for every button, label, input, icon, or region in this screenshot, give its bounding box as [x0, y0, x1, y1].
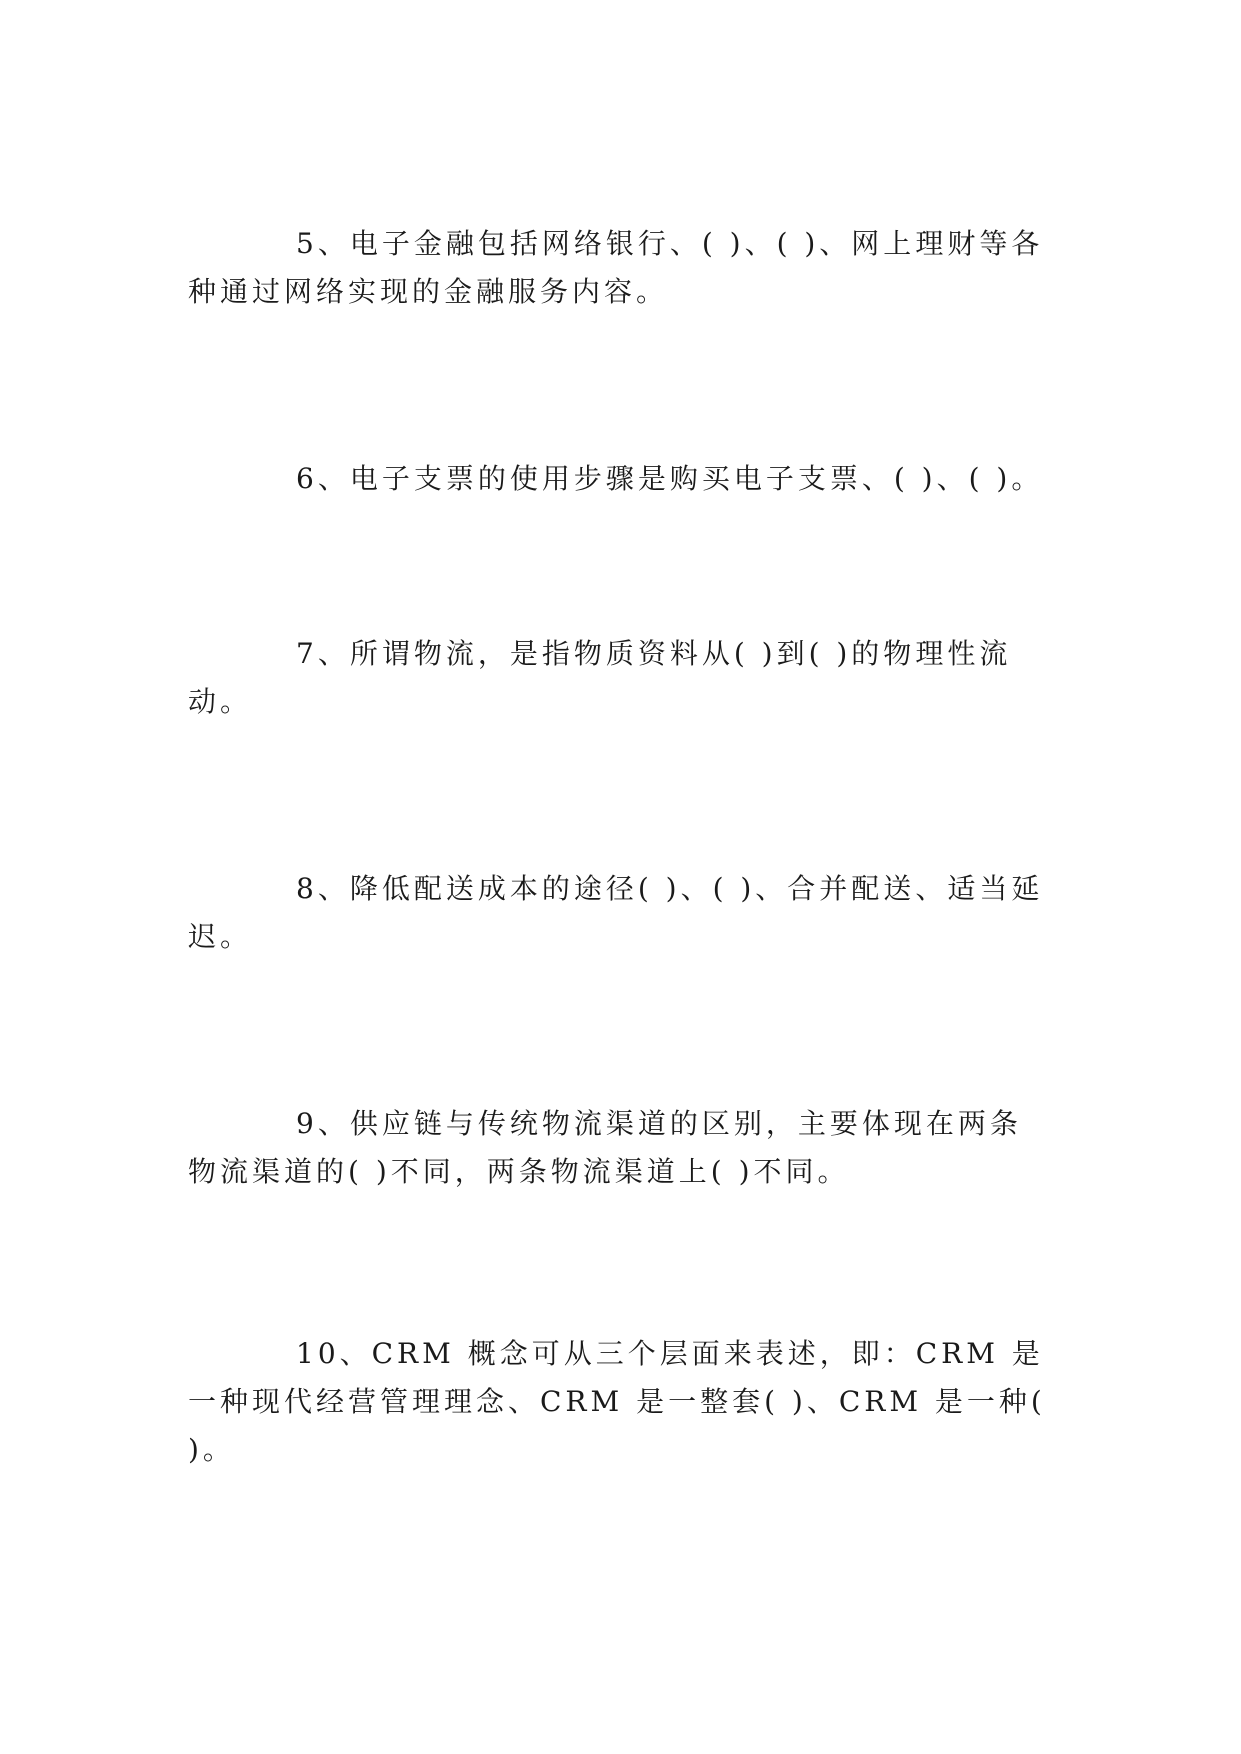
question-7: 7、所谓物流，是指物质资料从( )到( )的物理性流动。 — [188, 637, 1012, 718]
question-8: 8、降低配送成本的途径( )、( )、合并配送、适当延迟。 — [188, 872, 1044, 953]
question-9: 9、供应链与传统物流渠道的区别，主要体现在两条物流渠道的( )不同，两条物流渠道上( )不同。 — [188, 1107, 1022, 1188]
question-10: 10、CRM 概念可从三个层面来表述，即：CRM 是一种现代经营管理理念、CRM 是一整套( )、CRM 是一种( )。 — [188, 1337, 1046, 1466]
question-5: 5、电子金融包括网络银行、( )、( )、网上理财等各种通过网络实现的金融服务内容。 — [188, 227, 1044, 308]
question-6: 6、电子支票的使用步骤是购买电子支票、( )、( )。 — [296, 462, 1044, 495]
